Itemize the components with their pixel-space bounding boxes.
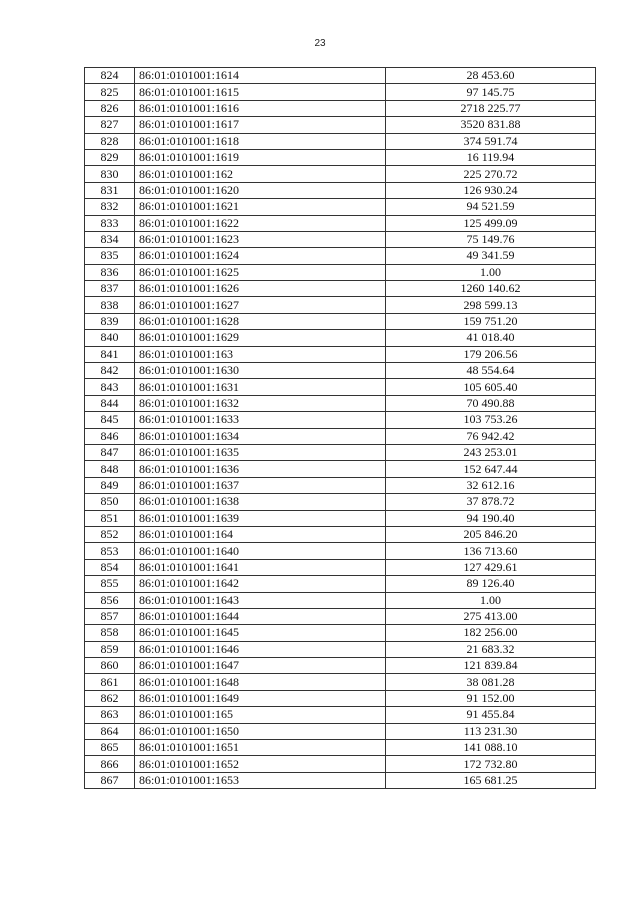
row-number-cell: 836 bbox=[85, 264, 135, 280]
row-number-cell: 830 bbox=[85, 166, 135, 182]
cadastral-id-cell: 86:01:0101001:1619 bbox=[135, 149, 386, 165]
cadastral-id-cell: 86:01:0101001:1618 bbox=[135, 133, 386, 149]
cadastral-id-cell: 86:01:0101001:1630 bbox=[135, 363, 386, 379]
table-row bbox=[85, 379, 596, 395]
cadastral-id-cell: 86:01:0101001:1621 bbox=[135, 199, 386, 215]
table-row bbox=[85, 707, 596, 723]
value-cell: 243 253.01 bbox=[386, 444, 596, 460]
table-row bbox=[85, 428, 596, 444]
table-row bbox=[85, 740, 596, 756]
value-cell: 70 490.88 bbox=[386, 395, 596, 411]
cadastral-id-cell: 86:01:0101001:1635 bbox=[135, 444, 386, 460]
cadastral-id-cell: 86:01:0101001:1648 bbox=[135, 674, 386, 690]
row-number-cell: 854 bbox=[85, 559, 135, 575]
row-number-cell: 856 bbox=[85, 592, 135, 608]
row-number-cell: 848 bbox=[85, 461, 135, 477]
cadastral-id-cell: 86:01:0101001:1627 bbox=[135, 297, 386, 313]
value-cell: 152 647.44 bbox=[386, 461, 596, 477]
table-row bbox=[85, 494, 596, 510]
cadastral-id-cell: 86:01:0101001:1628 bbox=[135, 313, 386, 329]
cadastral-id-cell: 86:01:0101001:1623 bbox=[135, 231, 386, 247]
value-cell: 126 930.24 bbox=[386, 182, 596, 198]
table-row bbox=[85, 658, 596, 674]
value-cell: 105 605.40 bbox=[386, 379, 596, 395]
value-cell: 21 683.32 bbox=[386, 641, 596, 657]
table-row bbox=[85, 264, 596, 280]
table-row bbox=[85, 412, 596, 428]
table-row bbox=[85, 608, 596, 624]
value-cell: 225 270.72 bbox=[386, 166, 596, 182]
value-cell: 179 206.56 bbox=[386, 346, 596, 362]
cadastral-id-cell: 86:01:0101001:1633 bbox=[135, 412, 386, 428]
cadastral-id-cell: 86:01:0101001:1651 bbox=[135, 740, 386, 756]
cadastral-id-cell: 86:01:0101001:1624 bbox=[135, 248, 386, 264]
value-cell: 94 190.40 bbox=[386, 510, 596, 526]
cadastral-id-cell: 86:01:0101001:1620 bbox=[135, 182, 386, 198]
records-table-body bbox=[85, 68, 596, 789]
table-row bbox=[85, 346, 596, 362]
row-number-cell: 860 bbox=[85, 658, 135, 674]
cadastral-id-cell: 86:01:0101001:1645 bbox=[135, 625, 386, 641]
row-number-cell: 855 bbox=[85, 576, 135, 592]
value-cell: 374 591.74 bbox=[386, 133, 596, 149]
table-row bbox=[85, 576, 596, 592]
cadastral-id-cell: 86:01:0101001:1653 bbox=[135, 772, 386, 788]
row-number-cell: 826 bbox=[85, 100, 135, 116]
cadastral-id-cell: 86:01:0101001:1638 bbox=[135, 494, 386, 510]
table-row bbox=[85, 772, 596, 788]
value-cell: 97 145.75 bbox=[386, 84, 596, 100]
cadastral-id-cell: 86:01:0101001:1615 bbox=[135, 84, 386, 100]
value-cell: 49 341.59 bbox=[386, 248, 596, 264]
cadastral-id-cell: 86:01:0101001:1640 bbox=[135, 543, 386, 559]
value-cell: 121 839.84 bbox=[386, 658, 596, 674]
table-row bbox=[85, 68, 596, 84]
cadastral-id-cell: 86:01:0101001:163 bbox=[135, 346, 386, 362]
table-row bbox=[85, 297, 596, 313]
row-number-cell: 837 bbox=[85, 281, 135, 297]
value-cell: 28 453.60 bbox=[386, 68, 596, 84]
row-number-cell: 845 bbox=[85, 412, 135, 428]
row-number-cell: 839 bbox=[85, 313, 135, 329]
table-row bbox=[85, 330, 596, 346]
value-cell: 2718 225.77 bbox=[386, 100, 596, 116]
table-row bbox=[85, 100, 596, 116]
value-cell: 91 455.84 bbox=[386, 707, 596, 723]
value-cell: 38 081.28 bbox=[386, 674, 596, 690]
value-cell: 1.00 bbox=[386, 592, 596, 608]
cadastral-id-cell: 86:01:0101001:1614 bbox=[135, 68, 386, 84]
cadastral-id-cell: 86:01:0101001:1644 bbox=[135, 608, 386, 624]
table-row bbox=[85, 215, 596, 231]
row-number-cell: 847 bbox=[85, 444, 135, 460]
table-row bbox=[85, 363, 596, 379]
table-row bbox=[85, 166, 596, 182]
cadastral-id-cell: 86:01:0101001:1652 bbox=[135, 756, 386, 772]
table-row bbox=[85, 510, 596, 526]
cadastral-id-cell: 86:01:0101001:1637 bbox=[135, 477, 386, 493]
value-cell: 141 088.10 bbox=[386, 740, 596, 756]
row-number-cell: 835 bbox=[85, 248, 135, 264]
value-cell: 1260 140.62 bbox=[386, 281, 596, 297]
table-row bbox=[85, 231, 596, 247]
value-cell: 32 612.16 bbox=[386, 477, 596, 493]
records-table bbox=[84, 67, 596, 789]
cadastral-id-cell: 86:01:0101001:165 bbox=[135, 707, 386, 723]
table-row bbox=[85, 395, 596, 411]
row-number-cell: 862 bbox=[85, 690, 135, 706]
row-number-cell: 858 bbox=[85, 625, 135, 641]
value-cell: 159 751.20 bbox=[386, 313, 596, 329]
cadastral-id-cell: 86:01:0101001:1617 bbox=[135, 117, 386, 133]
table-row bbox=[85, 281, 596, 297]
row-number-cell: 844 bbox=[85, 395, 135, 411]
value-cell: 205 846.20 bbox=[386, 526, 596, 542]
table-row bbox=[85, 461, 596, 477]
value-cell: 103 753.26 bbox=[386, 412, 596, 428]
value-cell: 165 681.25 bbox=[386, 772, 596, 788]
row-number-cell: 857 bbox=[85, 608, 135, 624]
row-number-cell: 863 bbox=[85, 707, 135, 723]
cadastral-id-cell: 86:01:0101001:1625 bbox=[135, 264, 386, 280]
cadastral-id-cell: 86:01:0101001:1636 bbox=[135, 461, 386, 477]
table-row bbox=[85, 641, 596, 657]
cadastral-id-cell: 86:01:0101001:1650 bbox=[135, 723, 386, 739]
row-number-cell: 831 bbox=[85, 182, 135, 198]
row-number-cell: 865 bbox=[85, 740, 135, 756]
table-row bbox=[85, 477, 596, 493]
value-cell: 136 713.60 bbox=[386, 543, 596, 559]
cadastral-id-cell: 86:01:0101001:1641 bbox=[135, 559, 386, 575]
cadastral-id-cell: 86:01:0101001:1639 bbox=[135, 510, 386, 526]
row-number-cell: 842 bbox=[85, 363, 135, 379]
cadastral-id-cell: 86:01:0101001:162 bbox=[135, 166, 386, 182]
table-row bbox=[85, 199, 596, 215]
value-cell: 37 878.72 bbox=[386, 494, 596, 510]
row-number-cell: 829 bbox=[85, 149, 135, 165]
cadastral-id-cell: 86:01:0101001:1622 bbox=[135, 215, 386, 231]
table-row bbox=[85, 674, 596, 690]
row-number-cell: 833 bbox=[85, 215, 135, 231]
cadastral-id-cell: 86:01:0101001:1643 bbox=[135, 592, 386, 608]
value-cell: 182 256.00 bbox=[386, 625, 596, 641]
value-cell: 94 521.59 bbox=[386, 199, 596, 215]
row-number-cell: 824 bbox=[85, 68, 135, 84]
table-row bbox=[85, 625, 596, 641]
value-cell: 75 149.76 bbox=[386, 231, 596, 247]
row-number-cell: 834 bbox=[85, 231, 135, 247]
table-row bbox=[85, 313, 596, 329]
cadastral-id-cell: 86:01:0101001:1631 bbox=[135, 379, 386, 395]
table-row bbox=[85, 248, 596, 264]
cadastral-id-cell: 86:01:0101001:1632 bbox=[135, 395, 386, 411]
row-number-cell: 838 bbox=[85, 297, 135, 313]
cadastral-id-cell: 86:01:0101001:1626 bbox=[135, 281, 386, 297]
value-cell: 172 732.80 bbox=[386, 756, 596, 772]
cadastral-id-cell: 86:01:0101001:1642 bbox=[135, 576, 386, 592]
table-row bbox=[85, 117, 596, 133]
row-number-cell: 825 bbox=[85, 84, 135, 100]
value-cell: 298 599.13 bbox=[386, 297, 596, 313]
row-number-cell: 846 bbox=[85, 428, 135, 444]
value-cell: 113 231.30 bbox=[386, 723, 596, 739]
value-cell: 1.00 bbox=[386, 264, 596, 280]
value-cell: 76 942.42 bbox=[386, 428, 596, 444]
row-number-cell: 849 bbox=[85, 477, 135, 493]
table-row bbox=[85, 84, 596, 100]
row-number-cell: 852 bbox=[85, 526, 135, 542]
value-cell: 125 499.09 bbox=[386, 215, 596, 231]
cadastral-id-cell: 86:01:0101001:1646 bbox=[135, 641, 386, 657]
table-row bbox=[85, 543, 596, 559]
row-number-cell: 866 bbox=[85, 756, 135, 772]
cadastral-id-cell: 86:01:0101001:1647 bbox=[135, 658, 386, 674]
table-row bbox=[85, 149, 596, 165]
table-row bbox=[85, 133, 596, 149]
value-cell: 127 429.61 bbox=[386, 559, 596, 575]
row-number-cell: 840 bbox=[85, 330, 135, 346]
value-cell: 16 119.94 bbox=[386, 149, 596, 165]
value-cell: 48 554.64 bbox=[386, 363, 596, 379]
table-row bbox=[85, 723, 596, 739]
page-number: 23 bbox=[314, 38, 326, 49]
table-row bbox=[85, 756, 596, 772]
value-cell: 91 152.00 bbox=[386, 690, 596, 706]
row-number-cell: 851 bbox=[85, 510, 135, 526]
table-row bbox=[85, 559, 596, 575]
cadastral-id-cell: 86:01:0101001:1629 bbox=[135, 330, 386, 346]
row-number-cell: 841 bbox=[85, 346, 135, 362]
cadastral-id-cell: 86:01:0101001:164 bbox=[135, 526, 386, 542]
row-number-cell: 853 bbox=[85, 543, 135, 559]
table-row bbox=[85, 690, 596, 706]
row-number-cell: 861 bbox=[85, 674, 135, 690]
value-cell: 89 126.40 bbox=[386, 576, 596, 592]
row-number-cell: 832 bbox=[85, 199, 135, 215]
value-cell: 3520 831.88 bbox=[386, 117, 596, 133]
row-number-cell: 843 bbox=[85, 379, 135, 395]
cadastral-id-cell: 86:01:0101001:1634 bbox=[135, 428, 386, 444]
cadastral-id-cell: 86:01:0101001:1616 bbox=[135, 100, 386, 116]
table-row bbox=[85, 592, 596, 608]
row-number-cell: 859 bbox=[85, 641, 135, 657]
row-number-cell: 867 bbox=[85, 772, 135, 788]
row-number-cell: 828 bbox=[85, 133, 135, 149]
row-number-cell: 864 bbox=[85, 723, 135, 739]
value-cell: 41 018.40 bbox=[386, 330, 596, 346]
row-number-cell: 850 bbox=[85, 494, 135, 510]
value-cell: 275 413.00 bbox=[386, 608, 596, 624]
cadastral-id-cell: 86:01:0101001:1649 bbox=[135, 690, 386, 706]
row-number-cell: 827 bbox=[85, 117, 135, 133]
table-row bbox=[85, 444, 596, 460]
table-row bbox=[85, 182, 596, 198]
table-row bbox=[85, 526, 596, 542]
